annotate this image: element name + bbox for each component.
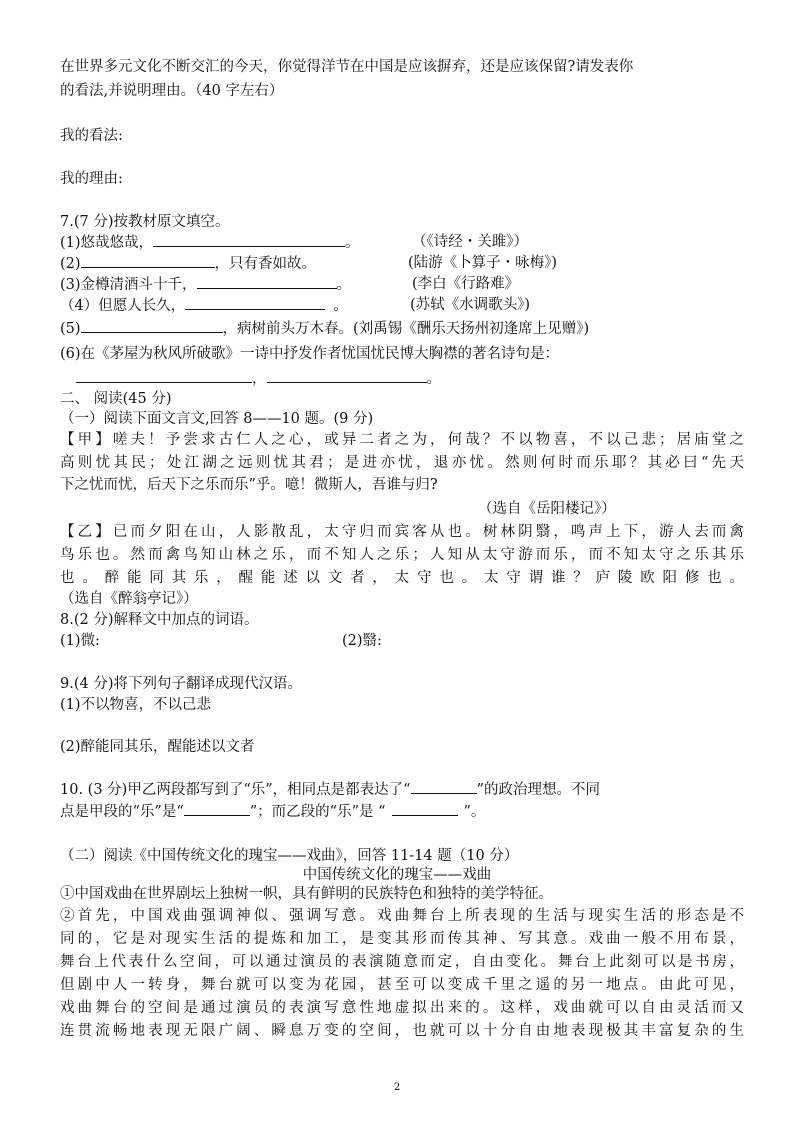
answer-blank[interactable] bbox=[153, 232, 345, 247]
article-para-2-line-2: 同的，它是对现实生活的提炼和加工，是变其形而传其神、写其意。戏曲一般不用布景， bbox=[60, 931, 744, 947]
article-para-2-line-4: 但剧中人一转身，舞台就可以变为花园，甚至可以变成千里之遥的另一地点。由此可见， bbox=[60, 977, 744, 993]
q7-item-5-text: (5) bbox=[60, 321, 81, 337]
answer-blank[interactable] bbox=[267, 368, 427, 383]
answer-blank[interactable] bbox=[81, 253, 215, 268]
yi-line-1: 【乙】已而夕阳在山，人影散乱，太守归而宾客从也。树林阴翳，鸣声上下，游人去而禽 bbox=[60, 524, 744, 540]
q7-item-3-text: (3)金樽清酒斗十千， bbox=[60, 277, 197, 293]
q7-item-3-end: 。 bbox=[336, 277, 352, 293]
q7-item-6-blanks bbox=[76, 368, 441, 389]
answer-blank[interactable] bbox=[185, 295, 325, 310]
jia-line-1: 【甲】嗟夫！予尝求古仁人之心，或异二者之为，何哉？不以物喜，不以己悲；居庙堂之 bbox=[60, 432, 744, 448]
article-para-2-line-5: 戏曲舞台的空间是通过演员的表演写意性地虚拟出来的。这样，戏曲就可以自由灵活而又 bbox=[60, 1000, 744, 1016]
q7-item-4-source: (苏轼《水调歌头》) bbox=[410, 297, 531, 313]
q9-title: 9.(4 分)将下列句子翻译成现代汉语。 bbox=[60, 676, 302, 692]
answer-blank[interactable] bbox=[184, 801, 250, 816]
q7-item-2-text: (2) bbox=[60, 256, 81, 272]
comma: ， bbox=[252, 371, 267, 387]
q7-item-1-text: (1)悠哉悠哉， bbox=[60, 235, 154, 251]
q8-b: (2)翳: bbox=[342, 633, 382, 649]
view-label: 我的看法: bbox=[60, 128, 123, 144]
q7-item-5-end: ，病树前头万木春。(刘禹锡《酬乐天扬州初逢席上见赠》) bbox=[222, 321, 590, 337]
q7-item-1 bbox=[60, 232, 360, 253]
q7-item-1-source: （《诗经・关雎》） bbox=[412, 234, 528, 250]
q10-text-1: 10. (3 分)甲乙两段都写到了“乐”，相同点是都表达了“ bbox=[60, 782, 411, 798]
q7-item-2-end: ，只有香如故。 bbox=[214, 256, 317, 272]
q7-item-4-text: （4）但愿人长久， bbox=[60, 298, 186, 314]
q7-title: 7.(7 分)按教材原文填空。 bbox=[60, 214, 230, 230]
reading-heading: 二、 阅读(45 分) bbox=[60, 391, 172, 407]
yi-line-3: 也。醉能同其乐，醒能述以文者，太守也。太守谓谁？庐陵欧阳修也。 bbox=[60, 570, 744, 586]
q7-item-3 bbox=[60, 274, 351, 295]
q7-item-4-end: 。 bbox=[333, 298, 348, 314]
period: 。 bbox=[426, 371, 441, 387]
answer-blank[interactable] bbox=[411, 779, 477, 794]
article-para-2-line-1: ②首先，中国戏曲强调神似、强调写意。戏曲舞台上所表现的生活与现实生活的形态是不 bbox=[60, 908, 744, 924]
prompt-line-2: 的看法,并说明理由。（40 字左右） bbox=[60, 83, 284, 99]
article-para-2-line-3: 舞台上代表什么空间，可以通过演员的表演随意而定，自由变化。舞台上此刻可以是书房， bbox=[60, 954, 744, 970]
q7-item-2 bbox=[60, 253, 316, 274]
q10-line-1 bbox=[60, 779, 600, 800]
q7-item-4 bbox=[60, 295, 348, 316]
yi-line-2: 鸟乐也。然而禽鸟知山林之乐，而不知人之乐；人知从太守游而乐，而不知太守之乐其乐 bbox=[60, 547, 744, 563]
jia-source: （选自《岳阳楼记》） bbox=[478, 501, 616, 517]
q8-a: (1)微: bbox=[60, 633, 100, 649]
prompt-line-1: 在世界多元文化不断交汇的今天，你觉得洋节在中国是应该摒弃，还是应该保留?请发表你 bbox=[60, 59, 634, 75]
yi-source: （选自《醉翁亭记》） bbox=[60, 591, 198, 607]
answer-blank[interactable] bbox=[81, 318, 223, 333]
reason-label: 我的理由: bbox=[60, 171, 123, 187]
q10-text-3: 点是甲段的“乐”是“ bbox=[60, 804, 184, 820]
q9-b: (2)醉能同其乐，醒能述以文者 bbox=[60, 739, 255, 755]
jia-line-3: 下之忧而忧，后天下之乐而乐”乎。噫！微斯人，吾谁与归? bbox=[60, 477, 438, 493]
q7-item-5 bbox=[60, 318, 589, 339]
q9-a: (1)不以物喜，不以己悲 bbox=[60, 697, 212, 713]
q8-title: 8.(2 分)解释文中加点的词语。 bbox=[60, 612, 259, 628]
article-para-2-line-6: 连贯流畅地表现无限广阔、瞬息万变的空间，也就可以十分自由地表现极其丰富复杂的生 bbox=[60, 1023, 744, 1039]
q7-item-2-source: (陆游《卜算子・咏梅》) bbox=[408, 255, 558, 271]
jia-line-2: 高则忧其民；处江湖之远则忧其君；是进亦忧，退亦忧。然则何时而乐耶？其必曰“先天 bbox=[60, 455, 744, 471]
article-para-1: ①中国戏曲在世界剧坛上独树一帜，具有鲜明的民族特色和独特的美学特征。 bbox=[60, 886, 553, 902]
q7-item-6: (6)在《茅屋为秋风所破歌》一诗中抒发作者忧国忧民博大胸襟的著名诗句是： bbox=[60, 346, 560, 362]
page-number: 2 bbox=[393, 1082, 401, 1093]
q10-text-2: ”的政治理想。不同 bbox=[476, 782, 600, 798]
answer-blank[interactable] bbox=[76, 368, 252, 383]
sec2-heading: （二）阅读《中国传统文化的瑰宝——戏曲》，回答 11-14 题（10 分） bbox=[60, 848, 519, 864]
q10-text-4: ”；而乙段的“乐”是 “ bbox=[249, 804, 386, 820]
answer-blank[interactable] bbox=[197, 274, 337, 289]
answer-blank[interactable] bbox=[392, 801, 458, 816]
reading-sub1: （一）阅读下面文言文,回答 8——10 题。(9 分) bbox=[60, 411, 374, 427]
article-title: 中国传统文化的瑰宝——戏曲 bbox=[302, 867, 492, 883]
q10-text-5: ”。 bbox=[463, 804, 486, 820]
q7-item-1-end: 。 bbox=[345, 235, 360, 251]
q10-line-2 bbox=[60, 801, 485, 822]
q7-item-3-source: (李白《行路难》 bbox=[412, 276, 520, 292]
